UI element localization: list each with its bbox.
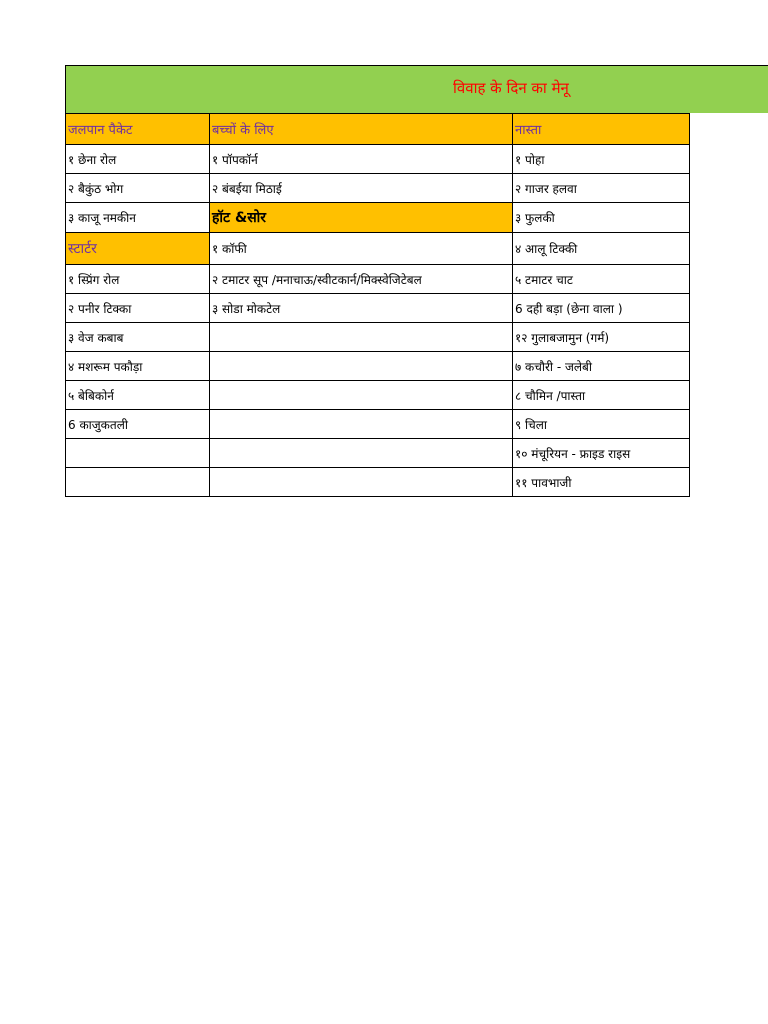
- table-cell: [210, 439, 513, 468]
- table-cell: [210, 352, 513, 381]
- table-cell: ५ बेबिकोर्न: [66, 381, 210, 410]
- table-cell: ३ काजू नमकीन: [66, 203, 210, 233]
- table-row: [66, 265, 690, 294]
- table-row: [66, 174, 690, 203]
- table-cell: ३ फुलकी: [513, 203, 690, 233]
- table-cell: ३ वेज कबाब: [66, 323, 210, 352]
- table-cell: ७ कचौरी - जलेबी: [513, 352, 690, 381]
- table-row: [66, 410, 690, 439]
- table-cell: १ पॉपकॉर्न: [210, 145, 513, 174]
- table-cell: 6 काजुकतली: [66, 410, 210, 439]
- table-row: [66, 381, 690, 410]
- table-cell: ४ मशरूम पकौड़ा: [66, 352, 210, 381]
- table-row: [66, 294, 690, 323]
- table-cell: [66, 468, 210, 497]
- header-label: बच्चों के लिए: [212, 123, 274, 138]
- table-cell: २ गाजर हलवा: [513, 174, 690, 203]
- table-cell: ४ आलू टिक्की: [513, 233, 690, 265]
- table-cell: ११ पावभाजी: [513, 468, 690, 497]
- table-cell: 6 दही बड़ा (छेना वाला ): [513, 294, 690, 323]
- section-label-hot-sour: हॉट &सोर: [212, 210, 267, 226]
- table-cell: ९ चिला: [513, 410, 690, 439]
- table-cell: [210, 381, 513, 410]
- table-cell: २ टमाटर सूप /मनाचाऊ/स्वीटकार्न/मिक्स्वेजिटेबल: [210, 265, 513, 294]
- table-row: [66, 323, 690, 352]
- menu-table: [65, 113, 690, 497]
- table-cell: २ बैकुंठ भोग: [66, 174, 210, 203]
- table-cell: १२ गुलाबजामुन (गर्म): [513, 323, 690, 352]
- table-cell: [210, 410, 513, 439]
- header-row: [66, 114, 690, 145]
- section-label-starter: स्टार्टर: [68, 241, 97, 257]
- table-cell: [66, 439, 210, 468]
- table-cell: [210, 323, 513, 352]
- table-cell: ८ चौमिन /पास्ता: [513, 381, 690, 410]
- table-cell: ५ टमाटर चाट: [513, 265, 690, 294]
- table-cell: १ पोहा: [513, 145, 690, 174]
- title-bar: [65, 65, 768, 113]
- table-cell: २ पनीर टिक्का: [66, 294, 210, 323]
- table-cell: १ कॉफी: [210, 233, 513, 265]
- header-label: नास्ता: [515, 123, 542, 138]
- header-label: जलपान पैकेट: [68, 123, 133, 138]
- table-row: [66, 203, 690, 233]
- table-cell: १० मंचूरियन - फ्राइड राइस: [513, 439, 690, 468]
- table-row: [66, 468, 690, 497]
- table-row: [66, 233, 690, 265]
- table-cell: १ छेना रोल: [66, 145, 210, 174]
- section-cell-hot-sour: [210, 203, 513, 233]
- table-row: [66, 352, 690, 381]
- table-cell: १ स्प्रिंग रोल: [66, 265, 210, 294]
- header-cell-bachchon: [210, 114, 513, 145]
- header-cell-jalpan: [66, 114, 210, 145]
- header-cell-nasta: [513, 114, 690, 145]
- table-row: [66, 439, 690, 468]
- table-cell: २ बंबईया मिठाई: [210, 174, 513, 203]
- menu-title: विवाह के दिन का मेनू: [453, 79, 569, 97]
- table-cell: ३ सोडा मोकटेल: [210, 294, 513, 323]
- section-cell-starter: [66, 233, 210, 265]
- table-cell: [210, 468, 513, 497]
- table-row: [66, 145, 690, 174]
- menu-sheet: [65, 65, 768, 497]
